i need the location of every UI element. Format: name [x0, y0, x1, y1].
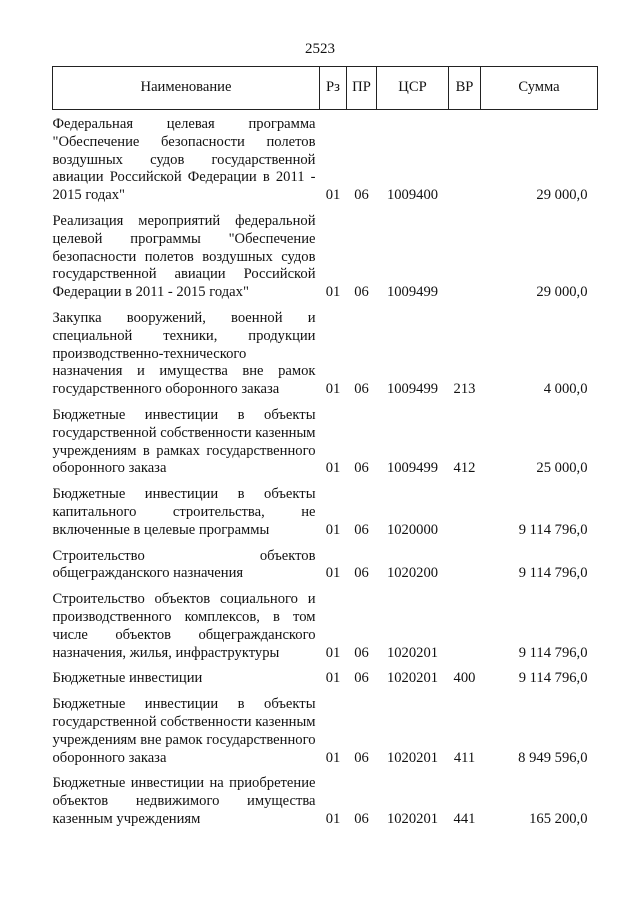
row-vr [449, 207, 481, 304]
row-csr: 1020201 [386, 644, 439, 661]
row-sum: 8 949 596,0 [518, 749, 588, 766]
header-sum: Сумма [481, 67, 598, 110]
row-name: Строительство объектов общегражданского назначения [52, 547, 316, 582]
row-sum: 9 114 796,0 [518, 565, 588, 582]
table-row [53, 542, 598, 586]
row-csr: 1020000 [386, 521, 439, 538]
row-vr: 412 [453, 460, 476, 477]
row-vr [449, 480, 481, 541]
row-csr: 1020200 [386, 565, 439, 582]
table-row [53, 207, 598, 304]
row-sum: 29 000,0 [536, 284, 588, 301]
row-pr: 06 [354, 644, 369, 661]
table-row [53, 690, 598, 769]
row-rz: 01 [325, 284, 341, 301]
row-rz: 01 [325, 187, 341, 204]
row-pr: 06 [354, 521, 369, 538]
header-csr: ЦСР [377, 67, 449, 110]
page-number: 2523 [305, 41, 335, 57]
table-row [53, 401, 598, 480]
row-name: Строительство объектов социального и производственного комплексов, в том числе объектов общегражданского назначения, жилья, инфраструктуры [52, 591, 316, 661]
row-pr: 06 [354, 810, 369, 827]
row-sum: 9 114 796,0 [518, 644, 588, 661]
row-csr: 1009499 [386, 381, 439, 398]
row-name: Федеральная целевая программа "Обеспечение безопасности полетов воздушных судов государственной авиации Российской Федерации в 2011 - 2015 годах" [52, 116, 316, 204]
row-name: Бюджетные инвестиции в объекты государственной собственности казенным учреждениям в рамках государственного оборонного заказа [52, 406, 316, 477]
row-csr: 1009499 [386, 460, 439, 477]
row-csr: 1009499 [386, 284, 439, 301]
row-name: Закупка вооружений, военной и специальной техники, продукции производственно-технического назначения и имущества вне рамок государственного оборонного заказа [52, 309, 316, 398]
row-vr: 411 [453, 749, 476, 766]
row-csr: 1020201 [386, 749, 439, 766]
header-rz: Рз [320, 67, 347, 110]
row-rz: 01 [325, 565, 341, 582]
budget-table [52, 66, 598, 831]
row-vr [449, 585, 481, 664]
header-vr: ВР [449, 67, 481, 110]
row-sum: 165 200,0 [529, 810, 588, 827]
row-vr: 213 [453, 381, 476, 398]
row-pr: 06 [354, 381, 369, 398]
row-rz: 01 [325, 521, 341, 538]
table-row [53, 480, 598, 541]
row-sum: 9 114 796,0 [518, 670, 588, 687]
row-csr: 1020201 [386, 670, 439, 687]
row-vr [449, 110, 481, 207]
row-csr: 1020201 [386, 810, 439, 827]
row-sum: 4 000,0 [543, 381, 588, 398]
table-row [53, 769, 598, 830]
row-rz: 01 [325, 644, 341, 661]
row-rz: 01 [325, 749, 341, 766]
row-pr: 06 [354, 460, 369, 477]
row-pr: 06 [354, 565, 369, 582]
table-body [53, 110, 598, 831]
row-name: Бюджетные инвестиции на приобретение объектов недвижимого имущества казенным учреждениям [52, 775, 316, 827]
header-pr: ПР [347, 67, 377, 110]
row-name: Бюджетные инвестиции в объекты государственной собственности казенным учреждениям вне рамок государственного оборонного заказа [52, 696, 316, 766]
row-rz: 01 [325, 670, 341, 687]
row-sum: 25 000,0 [536, 460, 588, 477]
row-pr: 06 [354, 187, 369, 204]
table-header [53, 67, 598, 110]
row-vr: 441 [453, 810, 476, 827]
row-sum: 9 114 796,0 [518, 521, 588, 538]
row-rz: 01 [325, 810, 341, 827]
row-name: Реализация мероприятий федеральной целевой программы "Обеспечение безопасности полетов воздушных судов государственной авиации Российской Федерации в 2011 - 2015 годах" [52, 212, 316, 301]
table-row [53, 585, 598, 664]
row-rz: 01 [325, 381, 341, 398]
table-row [53, 664, 598, 690]
row-csr: 1009400 [386, 187, 439, 204]
row-vr [449, 542, 481, 586]
row-vr: 400 [453, 670, 476, 687]
row-sum: 29 000,0 [536, 187, 588, 204]
table-row [53, 110, 598, 207]
row-rz: 01 [325, 460, 341, 477]
row-pr: 06 [354, 670, 369, 687]
row-pr: 06 [354, 749, 369, 766]
table-row [53, 304, 598, 401]
row-name: Бюджетные инвестиции [52, 670, 203, 687]
row-pr: 06 [354, 284, 369, 301]
row-name: Бюджетные инвестиции в объекты капитального строительства, не включенные в целевые программы [52, 486, 316, 538]
header-name: Наименование [53, 67, 320, 110]
